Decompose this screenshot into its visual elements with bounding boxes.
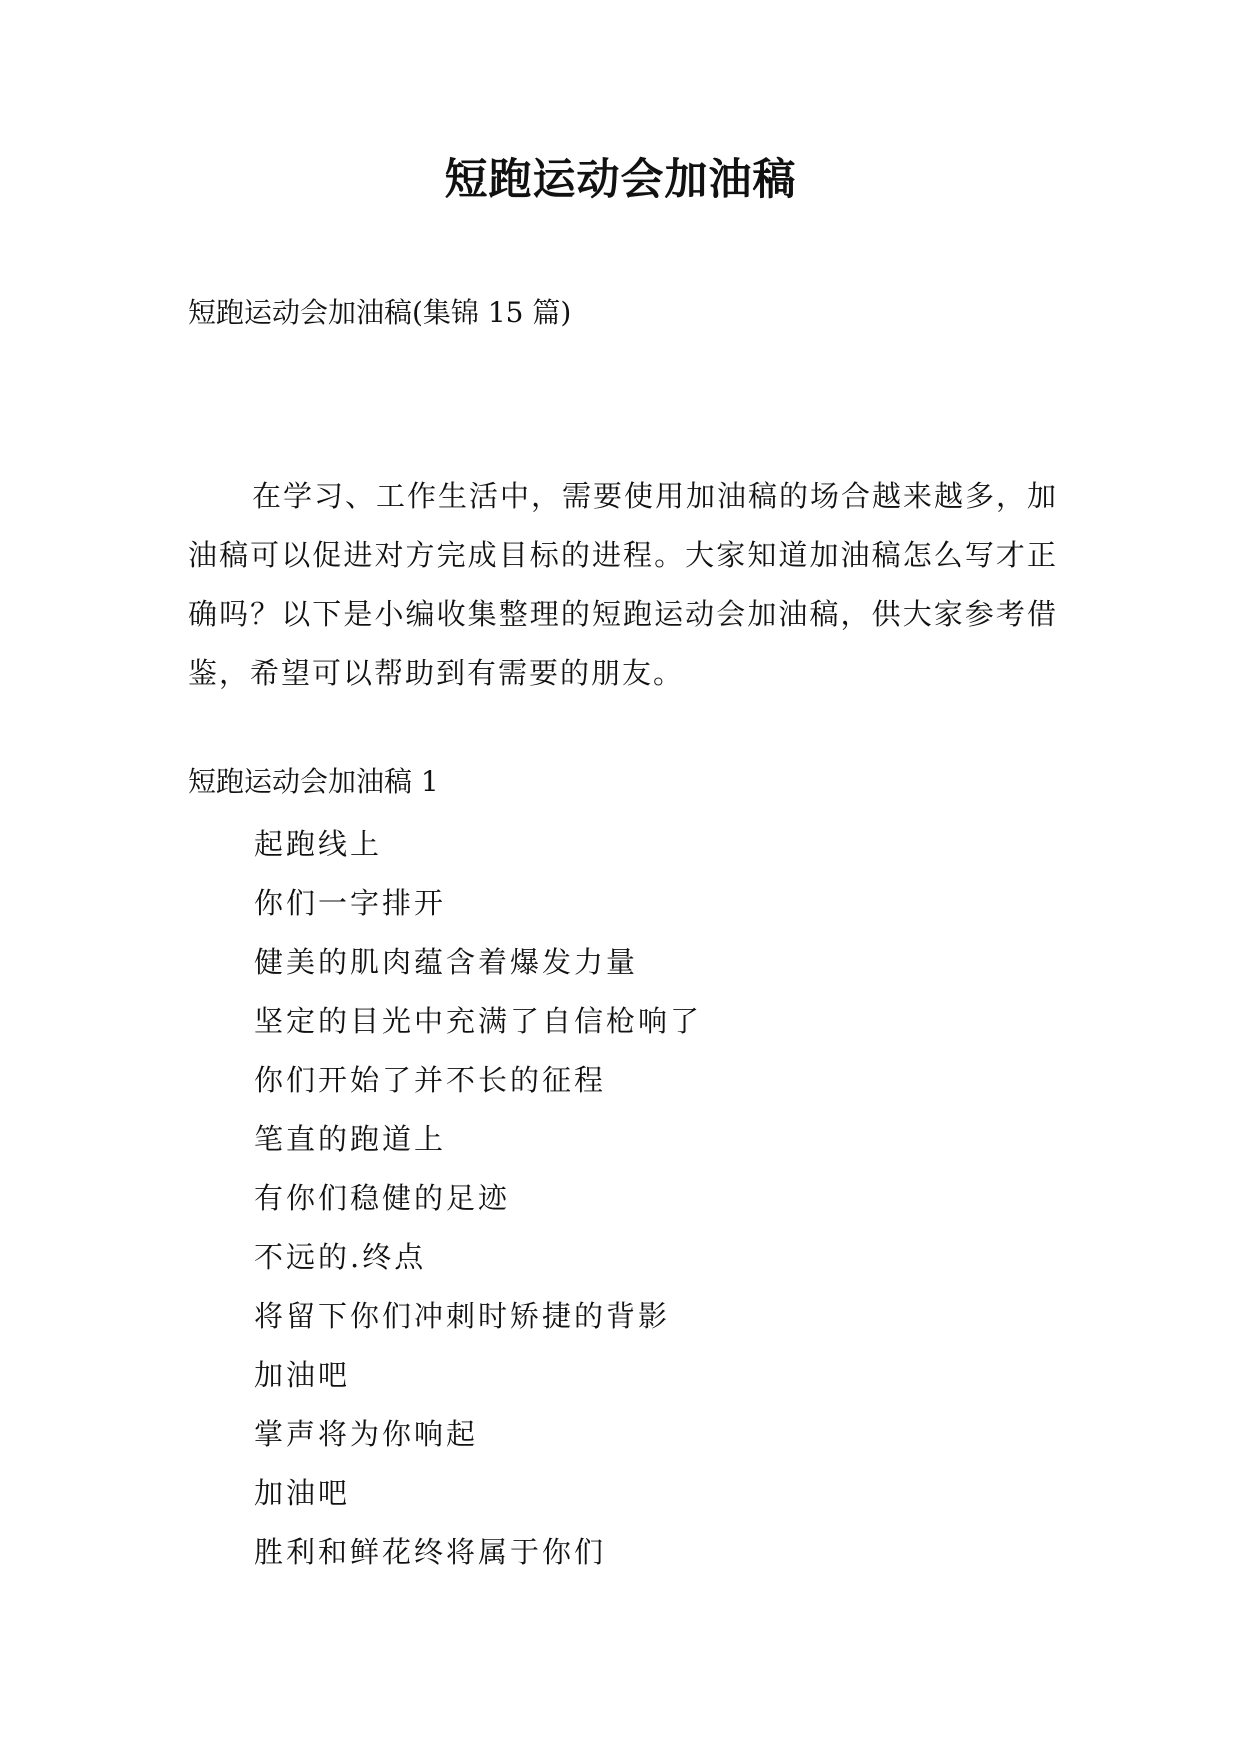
poem-line: 有你们稳健的足迹 <box>254 1181 511 1215</box>
poem-line: 你们开始了并不长的征程 <box>254 1063 607 1097</box>
poem-line: 你们一字排开 <box>254 886 447 920</box>
poem-lines <box>254 815 702 1582</box>
section-heading: 短跑运动会加油稿 1 <box>188 765 439 798</box>
poem-line: 不远的.终点 <box>254 1240 427 1274</box>
poem-line: 健美的肌肉蕴含着爆发力量 <box>254 945 639 979</box>
poem-line: 将留下你们冲刺时矫捷的背影 <box>254 1299 671 1333</box>
intro-paragraph: 在学习、工作生活中，需要使用加油稿的场合越来越多，加油稿可以促进对方完成目标的进程。大家知道加油稿怎么写才正确吗？以下是小编收集整理的短跑运动会加油稿，供大家参考借鉴，希望可以帮助到有需要的朋友。 <box>188 479 1059 690</box>
poem-line: 加油吧 <box>254 1476 351 1510</box>
poem-line: 胜利和鲜花终将属于你们 <box>254 1535 607 1569</box>
poem-line: 坚定的目光中充满了自信枪响了 <box>254 1004 703 1038</box>
poem-line: 掌声将为你响起 <box>254 1417 479 1451</box>
poem-line: 加油吧 <box>254 1358 351 1392</box>
document-title: 短跑运动会加油稿 <box>444 155 797 205</box>
poem-line: 起跑线上 <box>254 827 383 861</box>
poem-line: 笔直的跑道上 <box>254 1122 447 1156</box>
document-subtitle: 短跑运动会加油稿(集锦 15 篇) <box>188 296 572 329</box>
